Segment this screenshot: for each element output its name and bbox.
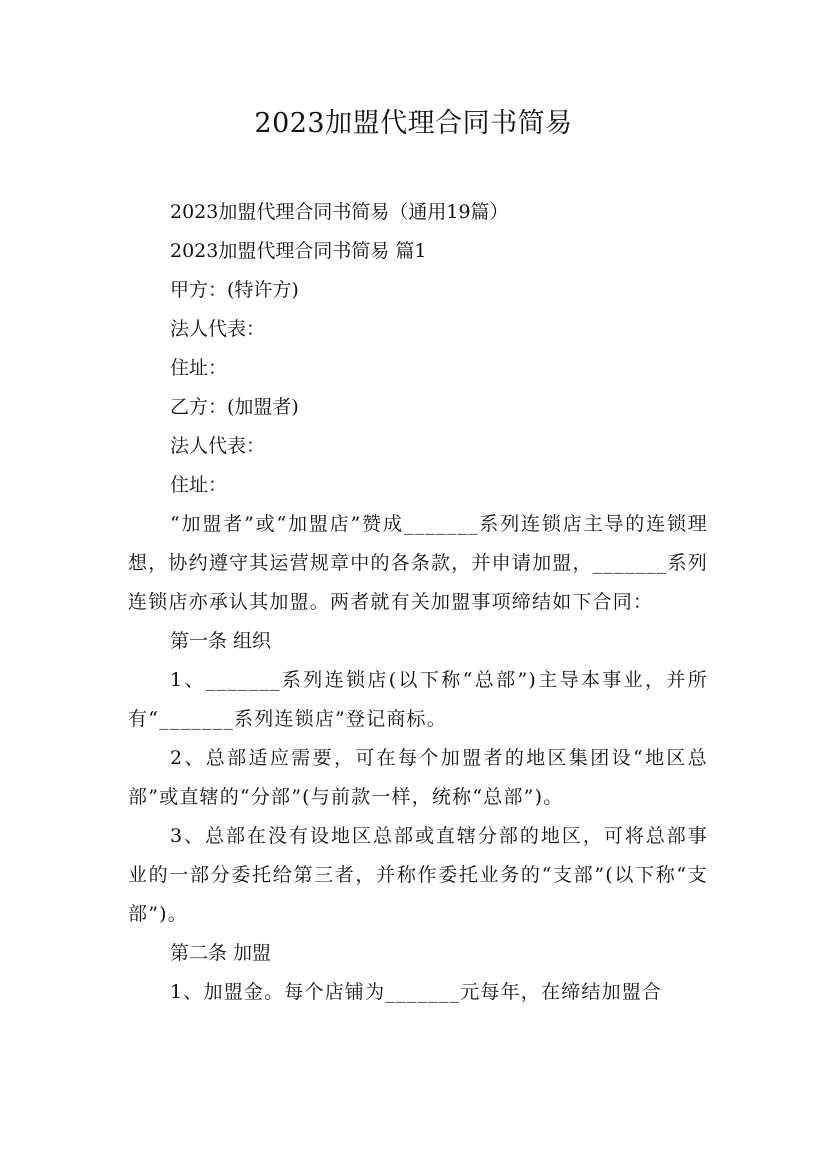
party-b-line: 乙方：(加盟者) xyxy=(170,396,299,418)
document-body xyxy=(128,193,708,1012)
article-two-heading: 第二条 加盟 xyxy=(170,942,272,964)
subtitle-line: 2023加盟代理合同书简易（通用19篇） xyxy=(170,201,509,223)
party-a-representative: 法人代表： xyxy=(170,318,266,340)
document-title: 2023加盟代理合同书简易 xyxy=(254,108,573,139)
party-a-address: 住址： xyxy=(170,357,228,379)
article-two-clause-1: 1、加盟金。每个店铺为_______元每年，在缔结加盟合 xyxy=(170,981,663,1003)
section-heading: 2023加盟代理合同书简易 篇1 xyxy=(170,240,427,262)
article-one-clause-3: 3、总部在没有设地区总部或直辖分部的地区，可将总部事业的一部分委托给第三者，并称作委托业务的“支部”(以下称“支部”)。 xyxy=(128,825,708,925)
party-b-address: 住址： xyxy=(170,474,228,496)
article-one-heading: 第一条 组织 xyxy=(170,630,272,652)
preamble-paragraph: “加盟者”或“加盟店”赞成_______系列连锁店主导的连锁理想，协约遵守其运营规章中的各条款，并申请加盟，_______系列连锁店亦承认其加盟。两者就有关加盟事项缔结如下合同： xyxy=(128,513,708,613)
article-one-clause-1: 1、_______系列连锁店(以下称“总部”)主导本事业，并所有“_______系列连锁店”登记商标。 xyxy=(128,669,708,730)
party-a-line: 甲方：(特许方) xyxy=(170,279,299,301)
article-one-clause-2: 2、总部适应需要，可在每个加盟者的地区集团设“地区总部”或直辖的“分部”(与前款一样，统称“总部”)。 xyxy=(128,747,708,808)
party-b-representative: 法人代表： xyxy=(170,435,266,457)
